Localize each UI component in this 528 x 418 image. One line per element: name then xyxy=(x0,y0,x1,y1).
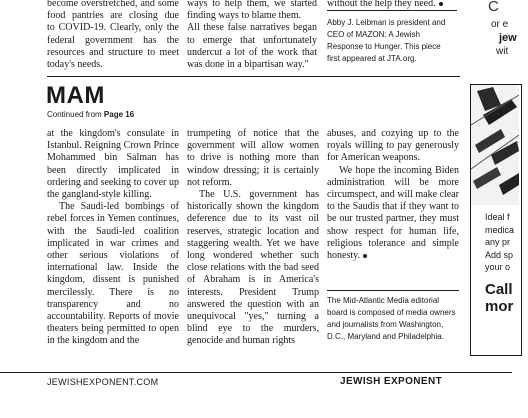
top-column-1 xyxy=(47,0,179,71)
author-bio: Abby J. Leibman is president and CEO of MAZON: A Jewish Response to Hunger. This piece first appeared at JTA.org. xyxy=(327,18,446,63)
continued-page-link[interactable]: Page 16 xyxy=(103,110,135,119)
end-mark-icon xyxy=(363,254,367,258)
text-line: finding ways to blame them. xyxy=(187,10,302,22)
paragraph: trumpeting of notice that the government will allow women to drive is nothing more than window dressing; it is certainly not reform. xyxy=(187,128,319,188)
ad-line: Ideal f xyxy=(485,212,510,222)
ad-line: your o xyxy=(485,262,511,272)
bio-divider xyxy=(327,10,457,11)
text-line: resources and structure to meet xyxy=(47,46,179,58)
ad-fragment-line: C xyxy=(488,0,499,15)
ad-fragment-line: or e xyxy=(491,19,509,30)
text-line: was done in a bipartisan way." xyxy=(187,59,309,71)
ad-illustration xyxy=(471,85,519,205)
ad-line: Add sp xyxy=(485,249,514,260)
text-line: today's needs. xyxy=(47,59,103,71)
footer-masthead: JEWISH EXPONENT xyxy=(340,376,443,387)
paragraph: The U.S. government has historically shown the kingdom deference due to its vast oil reserves, strategic location and staggering wealth. Yet we have long wondered whether such close relations with the bad seed of Abraham is in America's interests. President Trump answered the question with an unequivocal "yes," turning a blind eye to the murders, genocide and human rights xyxy=(187,189,319,347)
footer-website[interactable]: JEWISHEXPONENT.COM xyxy=(47,377,159,387)
ad-fragment-line: jew xyxy=(499,32,517,44)
text-line: ways to help them, we started xyxy=(187,0,317,9)
text-line: to COVID-19. Clearly, only the xyxy=(47,22,179,34)
editorial-divider xyxy=(327,290,459,291)
side-advertisement[interactable] xyxy=(470,84,522,356)
paragraph: We hope the incoming Biden administration will be more circumspect, and will make clear to the Saudis that if they want to be our trusted partner, they must show respect for human life, religious tolerance and simple honesty. xyxy=(327,164,459,262)
paragraph: at the kingdom's consulate in Istanbul. Reigning Crown Prince Mohammed bin Salman has been directly implicated in ordering and seeking to cover up the gangland-style killing. xyxy=(47,128,179,201)
text-line: become overstretched, and some xyxy=(47,0,179,9)
editorial-board-note: The Mid-Atlantic Media editorial board is composed of media owners and journalists from Washington, D.C., Maryland and Philadelphia. xyxy=(327,296,456,341)
end-mark-icon xyxy=(439,2,443,6)
article-column-2 xyxy=(187,128,319,348)
footer-rule xyxy=(0,372,512,373)
text-line: food pantries are closing due xyxy=(47,10,179,22)
top-column-3-line: without the help they need. xyxy=(327,0,457,10)
top-column-2 xyxy=(187,0,317,71)
headline: MAM xyxy=(46,82,105,109)
text-line: All these false narratives began xyxy=(187,22,317,34)
ad-call-to-action[interactable]: Call mor xyxy=(485,281,514,315)
article-column-3 xyxy=(327,128,459,262)
text-line: to emerge that unfortunately xyxy=(187,34,317,46)
ad-line: medica xyxy=(485,224,515,235)
text-line: federal government has the xyxy=(47,34,179,46)
article-column-1 xyxy=(47,128,179,348)
text-line: undercut a lot of the work that xyxy=(187,46,317,58)
ad-line: any pr xyxy=(485,237,511,247)
ad-copy xyxy=(485,211,514,274)
ad-fragment-line: wit xyxy=(496,46,509,57)
section-divider xyxy=(47,76,460,77)
continued-from: Continued from Page 16 xyxy=(47,110,135,119)
top-ad-fragment xyxy=(468,0,528,66)
paragraph: abuses, and cozying up to the royals willing to pay generously for American weapons. xyxy=(327,128,459,164)
paragraph: The Saudi-led bombings of rebel forces in Yemen continues, with the Saudi-led coalition implicated in war crimes and other serious violations of international law. Inside the kingdom, dissent is punished mercilessly. There is no transparency and no accountability. Reports of movie theaters being permitted to open in the kingdom and the xyxy=(47,201,179,347)
